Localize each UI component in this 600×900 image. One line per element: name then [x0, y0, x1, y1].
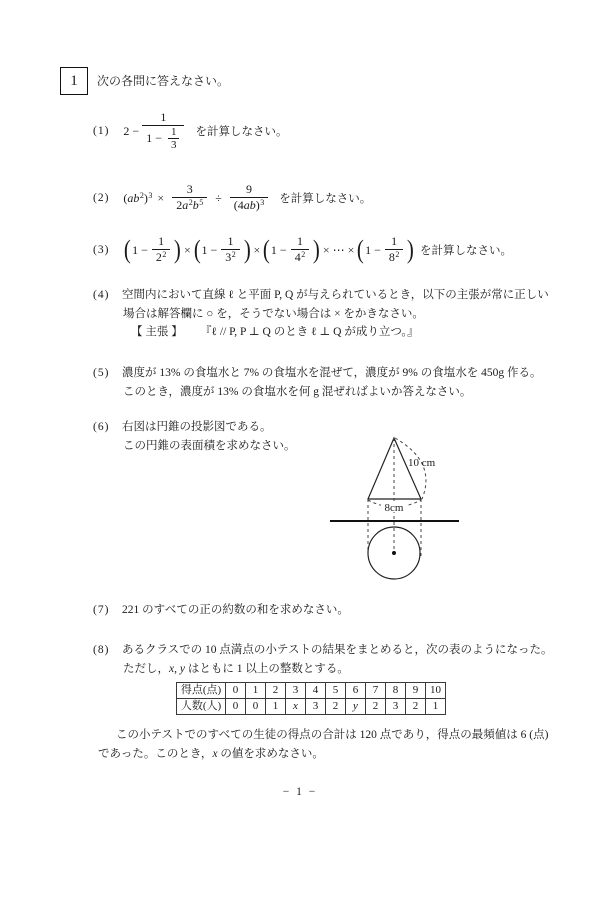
q1-den-lead: 1 − — [146, 131, 162, 145]
problem-number: 1 — [70, 73, 78, 89]
slant-length-label: 10 cm — [408, 457, 436, 469]
times-operator: × — [184, 242, 191, 257]
q3-label: (3) — [93, 244, 110, 256]
q2-suffix: を計算しなさい。 — [279, 193, 372, 205]
ellipsis-times: × ⋯ × — [322, 242, 355, 257]
q3-factor-4: ( 1 − $\frac{1}{8^2}$ ) — [357, 233, 415, 265]
q2-fraction-1 — [172, 183, 207, 214]
q3-factor-3: ( 1 − $\frac{1}{4^2}$ ) — [263, 233, 320, 265]
score-table-data-row: 人数(人) 0 0 1 x 3 2 y 2 3 2 1 — [177, 699, 446, 715]
question-2 — [93, 179, 371, 217]
q2-f2-numerator: 9 — [246, 181, 253, 196]
q1-denominator — [142, 125, 184, 152]
q1-suffix: を計算しなさい。 — [195, 126, 288, 138]
page-instruction: 次の各問に答えなさい。 — [97, 74, 230, 88]
q1-inner-denominator: 3 — [168, 138, 180, 151]
q8-line-4: であった。このとき，x の値を求めなさい。 — [98, 748, 324, 760]
q4-claim: 『ℓ // P, P ⊥ Q のとき ℓ ⊥ Q が成り立つ。』 — [200, 326, 419, 338]
q8-line-2: ただし，x, y はともに 1 以上の整数とする。 — [123, 663, 349, 675]
cone-projection-figure — [320, 424, 470, 584]
circle-center-dot — [392, 551, 396, 555]
q8-line-3: この小テストでのすべての生徒の得点の合計は 120 点であり，得点の最頻値は 6 (点) — [116, 729, 549, 741]
q4-label: (4) — [93, 289, 110, 301]
score-header-cell: 得点(点) — [177, 683, 226, 699]
q2-term1: $(ab^2)^3$ — [123, 190, 153, 205]
page-number: − 1 − — [282, 786, 318, 798]
q6-line-1: 右図は円錐の投影図である。 — [122, 421, 272, 433]
q1-fraction — [142, 111, 184, 152]
q7-label: (7) — [93, 604, 110, 616]
score-table — [176, 682, 446, 715]
variable-x-cell: x — [286, 699, 306, 715]
problem-number-box — [60, 67, 88, 95]
times-operator: × — [253, 242, 261, 257]
score-table-header-row: 得点(点) 0 1 2 3 4 5 6 7 8 9 10 — [177, 683, 446, 699]
q2-label: (2) — [93, 192, 110, 204]
q8-variables: x, y — [169, 663, 185, 675]
q2-f2-denominator: $(4ab)^3$ — [230, 197, 269, 214]
q1-inner-numerator: 1 — [170, 126, 177, 139]
q5-label: (5) — [93, 367, 110, 379]
q8-line-1: あるクラスでの 10 点満点の小テストの結果をまとめると，次の表のようになった。 — [122, 644, 553, 656]
divide-operator: ÷ — [215, 190, 222, 205]
q6-line-2: この円錐の表面積を求めなさい。 — [123, 440, 296, 452]
q4-line-2: 場合は解答欄に ○ を，そうでない場合は × をかきなさい。 — [123, 308, 424, 320]
q5-line-2: このとき，濃度が 13% の食塩水を何 g 混ぜればよいか答えなさい。 — [123, 386, 472, 398]
q5-line-1: 濃度が 13% の食塩水と 7% の食塩水を混ぜて，濃度が 9% の食塩水を 450g 作る。 — [122, 367, 542, 379]
q4-claim-tag: 【 主張 】 — [131, 326, 183, 338]
q2-f1-denominator: $2a^2b^5$ — [172, 197, 207, 214]
q3-factor-2: ( 1 − $\frac{1}{3^2}$ ) — [193, 233, 251, 265]
q1-numerator: 1 — [160, 109, 167, 124]
q3-factor-1: ( 1 − $\frac{1}{2^2}$ ) — [124, 233, 182, 265]
q3-suffix: を計算しなさい。 — [420, 245, 513, 257]
times-operator: × — [157, 190, 165, 205]
variable-y-cell: y — [346, 699, 366, 715]
diameter-label: 8cm — [384, 502, 404, 514]
count-header-cell: 人数(人) — [177, 699, 226, 715]
q2-fraction-2 — [230, 183, 269, 214]
q8-label: (8) — [93, 644, 110, 656]
q4-line-1: 空間内において直線 ℓ と平面 P, Q が与えられているとき，以下の主張が常に正しい — [122, 289, 549, 301]
question-1 — [93, 106, 287, 156]
q8-variable-x: x — [212, 748, 218, 760]
q1-lead: 2 − — [123, 123, 140, 138]
q1-inner-fraction — [168, 127, 180, 151]
q2-f1-numerator: 3 — [186, 181, 193, 196]
q1-label: (1) — [93, 125, 110, 137]
q6-label: (6) — [93, 421, 110, 433]
question-3 — [93, 231, 512, 269]
q7-text: 221 のすべての正の約数の和を求めなさい。 — [122, 604, 349, 616]
